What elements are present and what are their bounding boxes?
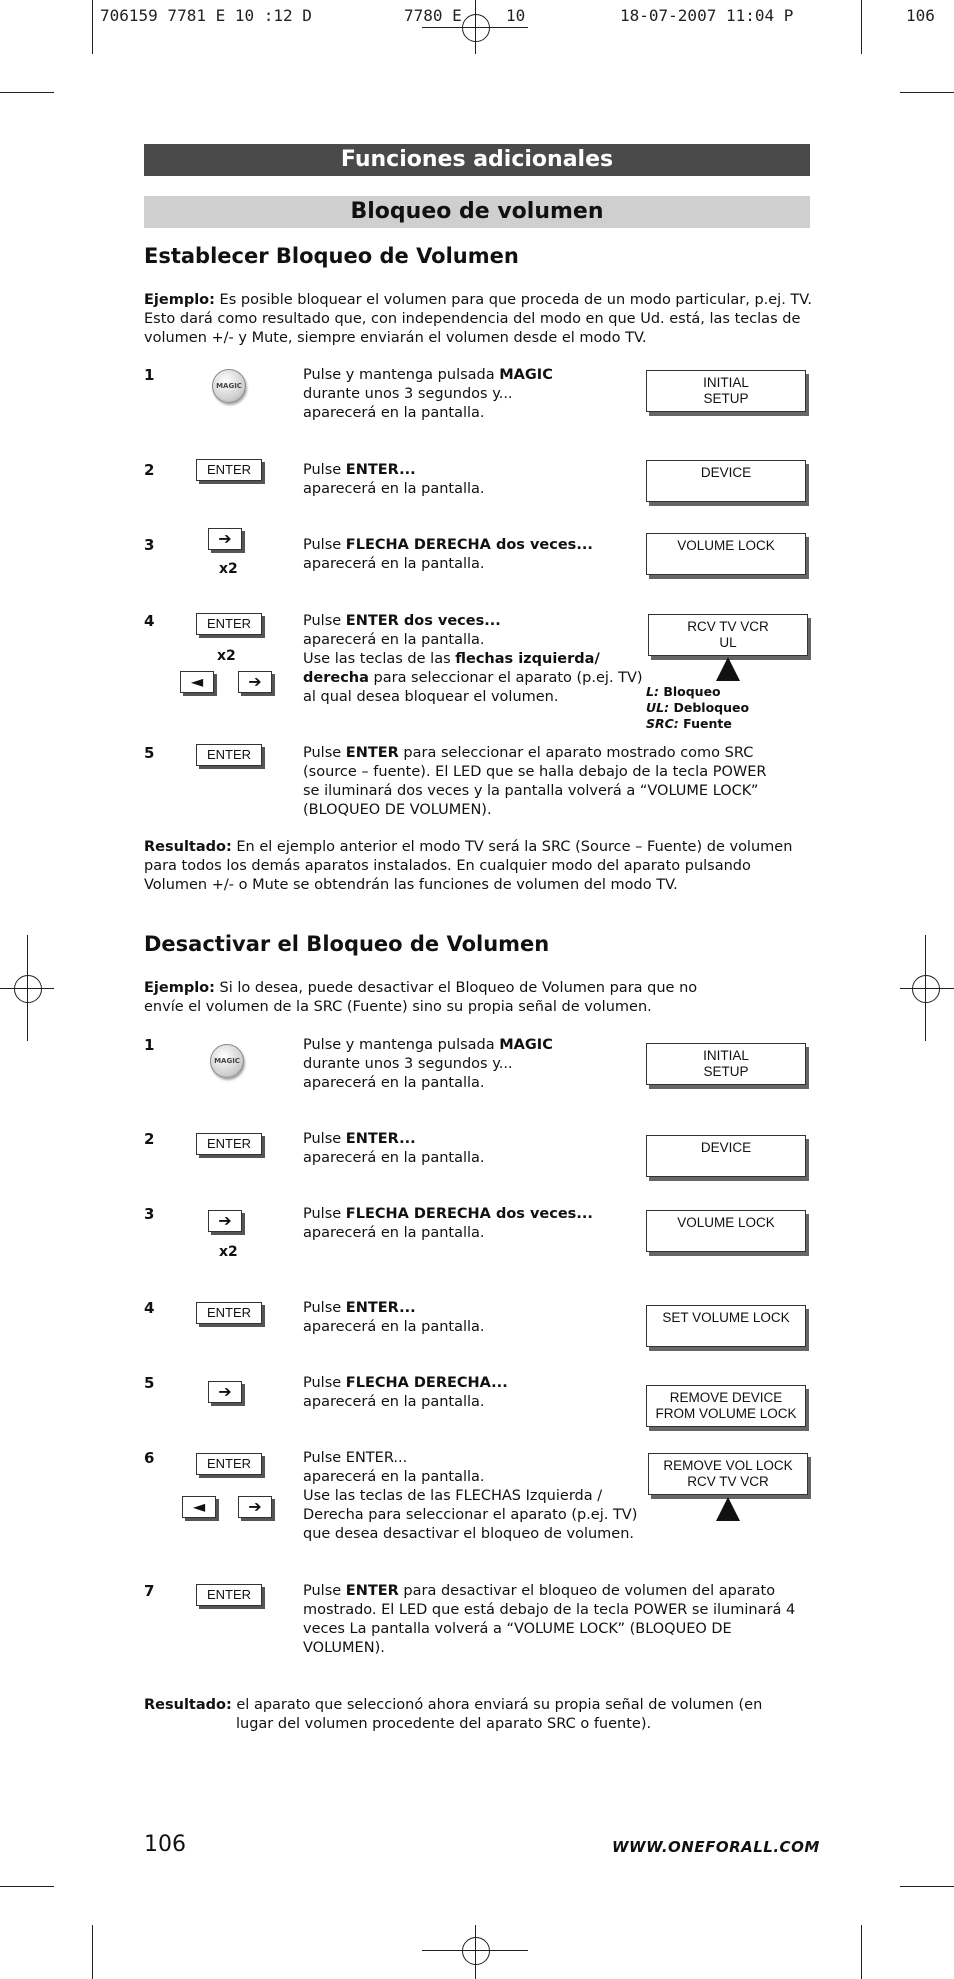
right-arrow-key-icon: ➔ <box>238 671 272 693</box>
example-paragraph: Ejemplo: Si lo desea, puede desactivar el Bloqueo de Volumen para que no envíe el volumen de la SRC (Fuente) sino su propia señal de volumen. <box>144 980 698 1015</box>
registration-line <box>925 935 926 1041</box>
print-header-page: 106 <box>906 6 935 25</box>
crop-mark <box>0 92 54 93</box>
step-text: Pulse FLECHA DERECHA dos veces... aparecerá en la pantalla. <box>303 537 593 572</box>
step-text: Pulse FLECHA DERECHA... aparecerá en la pantalla. <box>303 1375 508 1410</box>
magic-key-icon: MAGIC <box>210 1044 244 1078</box>
right-arrow-key-icon: ➔ <box>238 1496 272 1518</box>
subsection-banner: Bloqueo de volumen <box>144 196 810 228</box>
step-text: Pulse ENTER... aparecerá en la pantalla. <box>303 1300 485 1335</box>
registration-line <box>475 0 476 54</box>
right-arrow-key-icon: ➔ <box>208 1381 242 1403</box>
enter-key-icon: ENTER <box>196 1584 262 1606</box>
website-url: WWW.ONEFORALL.COM <box>612 1838 820 1856</box>
example-text: Es posible bloquear el volumen para que proceda de un modo particular, p.ej. TV. Esto dará como resultado que, con independencia del modo en que Ud. está, las teclas de volumen +/- y Mute, siempre enviarán el volumen desde el modo TV. <box>144 292 812 346</box>
crop-mark <box>92 0 93 54</box>
result-label: Resultado: <box>144 1697 232 1713</box>
print-header <box>100 6 935 120</box>
legend-item: L: Bloqueo <box>646 684 721 699</box>
section-heading: Desactivar el Bloqueo de Volumen <box>144 932 550 956</box>
enter-key-icon: ENTER <box>196 1133 262 1155</box>
step-text: Pulse ENTER... aparecerá en la pantalla. <box>303 462 485 497</box>
legend-item: UL: Debloqueo <box>646 700 750 715</box>
result-paragraph <box>144 838 814 895</box>
print-header-ref2: 10 <box>506 6 526 25</box>
step-number: 5 <box>144 744 155 762</box>
registration-mark-icon <box>462 14 490 42</box>
legend <box>646 684 749 732</box>
pointer-arrow-icon <box>716 1497 740 1521</box>
crop-mark <box>0 1886 54 1887</box>
step-number: 7 <box>144 1582 155 1600</box>
crop-mark <box>861 0 862 54</box>
right-arrow-key-icon: ➔ <box>208 528 242 550</box>
crop-mark <box>92 1925 93 1979</box>
page-number: 106 <box>144 1832 186 1857</box>
pointer-arrow-icon <box>716 657 740 681</box>
enter-key-icon: ENTER <box>196 613 262 635</box>
step-text: Pulse y mantenga pulsada MAGIC durante unos 3 segundos y... aparecerá en la pantalla. <box>303 367 553 421</box>
repeat-count: x2 <box>217 648 236 664</box>
registration-line <box>27 935 28 1041</box>
lcd-display: RCV TV VCR UL <box>648 614 808 656</box>
enter-key-icon: ENTER <box>196 1453 262 1475</box>
lcd-display: SET VOLUME LOCK <box>646 1305 806 1347</box>
right-arrow-key-icon: ➔ <box>208 1210 242 1232</box>
registration-line <box>475 1925 476 1979</box>
step-text: Pulse ENTER dos veces... aparecerá en la pantalla. Use las teclas de las flechas izquierda/ derecha para seleccionar el aparato (p.ej. TV) al qual desea bloquear el volumen. <box>303 613 643 705</box>
lcd-display: INITIAL SETUP <box>646 370 806 412</box>
crop-mark <box>861 1925 862 1979</box>
left-arrow-key-icon: ◄ <box>182 1496 216 1518</box>
result-text: En el ejemplo anterior el modo TV será la SRC (Source – Fuente) de volumen para todos los demás aparatos instalados. En cualquier modo del aparato pulsando Volumen +/- o Mute se obtendrán las funciones de volumen del modo TV. <box>144 839 793 893</box>
step-number: 6 <box>144 1449 155 1467</box>
magic-key-icon: MAGIC <box>212 369 246 403</box>
print-header-datetime: 18-07-2007 11:04 P <box>620 6 794 25</box>
section-banner: Funciones adicionales <box>144 144 810 176</box>
step-number: 4 <box>144 612 155 630</box>
crop-mark <box>900 92 954 93</box>
print-header-ref: 7780 E <box>404 6 462 25</box>
lcd-display: REMOVE VOL LOCK RCV TV VCR <box>648 1453 808 1495</box>
step-text: Pulse FLECHA DERECHA dos veces... aparecerá en la pantalla. <box>303 1206 593 1241</box>
enter-key-icon: ENTER <box>196 744 262 766</box>
registration-mark-icon <box>912 975 940 1003</box>
lcd-display: DEVICE <box>646 1135 806 1177</box>
step-text: Pulse y mantenga pulsada MAGIC durante unos 3 segundos y... aparecerá en la pantalla. <box>303 1037 553 1091</box>
repeat-count: x2 <box>219 561 238 577</box>
step-number: 3 <box>144 536 155 554</box>
lcd-display: VOLUME LOCK <box>646 1210 806 1252</box>
lcd-display: VOLUME LOCK <box>646 533 806 575</box>
registration-mark-icon <box>462 1937 490 1965</box>
step-number: 4 <box>144 1299 155 1317</box>
lcd-display: DEVICE <box>646 460 806 502</box>
step-number: 1 <box>144 366 155 384</box>
step-text: Pulse ENTER para desactivar el bloqueo de volumen del aparato mostrado. El LED que está debajo de la tecla POWER se iluminará 4 veces La pantalla volverá a “VOLUME LOCK” (BLOQUEO DE VOLUMEN). <box>303 1583 796 1656</box>
registration-mark-icon <box>14 975 42 1003</box>
legend-item: SRC: Fuente <box>646 716 732 731</box>
print-header-job: 706159 7781 E 10 :12 D <box>100 6 312 25</box>
example-label: Ejemplo: <box>144 980 215 996</box>
enter-key-icon: ENTER <box>196 1302 262 1324</box>
step-text: Pulse ENTER... aparecerá en la pantalla. Use las teclas de las FLECHAS Izquierda / Derecha para seleccionar el aparato (p.ej. TV) que desea desactivar el bloqueo de volumen. <box>303 1450 638 1542</box>
result-paragraph: Resultado: el aparato que seleccionó ahora enviará su propia señal de volumen (en lugar del volumen procedente del aparato SRC o fuente). <box>144 1697 763 1732</box>
lcd-display: INITIAL SETUP <box>646 1043 806 1085</box>
crop-mark <box>900 1886 954 1887</box>
left-arrow-key-icon: ◄ <box>180 671 214 693</box>
section-heading: Establecer Bloqueo de Volumen <box>144 244 519 268</box>
step-number: 3 <box>144 1205 155 1223</box>
step-text: Pulse ENTER... aparecerá en la pantalla. <box>303 1131 485 1166</box>
step-number: 2 <box>144 461 155 479</box>
result-label: Resultado: <box>144 839 232 855</box>
enter-key-icon: ENTER <box>196 459 262 481</box>
step-number: 2 <box>144 1130 155 1148</box>
registration-line <box>900 988 954 989</box>
example-paragraph <box>144 291 814 348</box>
repeat-count: x2 <box>219 1244 238 1260</box>
step-number: 5 <box>144 1374 155 1392</box>
step-text: Pulse ENTER para seleccionar el aparato mostrado como SRC (source – fuente). El LED que se halla debajo de la tecla POWER se iluminará dos veces y la pantalla volverá a “VOLUME LOCK” (BLOQUEO DE VOLUMEN). <box>303 745 767 818</box>
example-label: Ejemplo: <box>144 292 215 308</box>
step-number: 1 <box>144 1036 155 1054</box>
lcd-display: REMOVE DEVICE FROM VOLUME LOCK <box>646 1385 806 1427</box>
